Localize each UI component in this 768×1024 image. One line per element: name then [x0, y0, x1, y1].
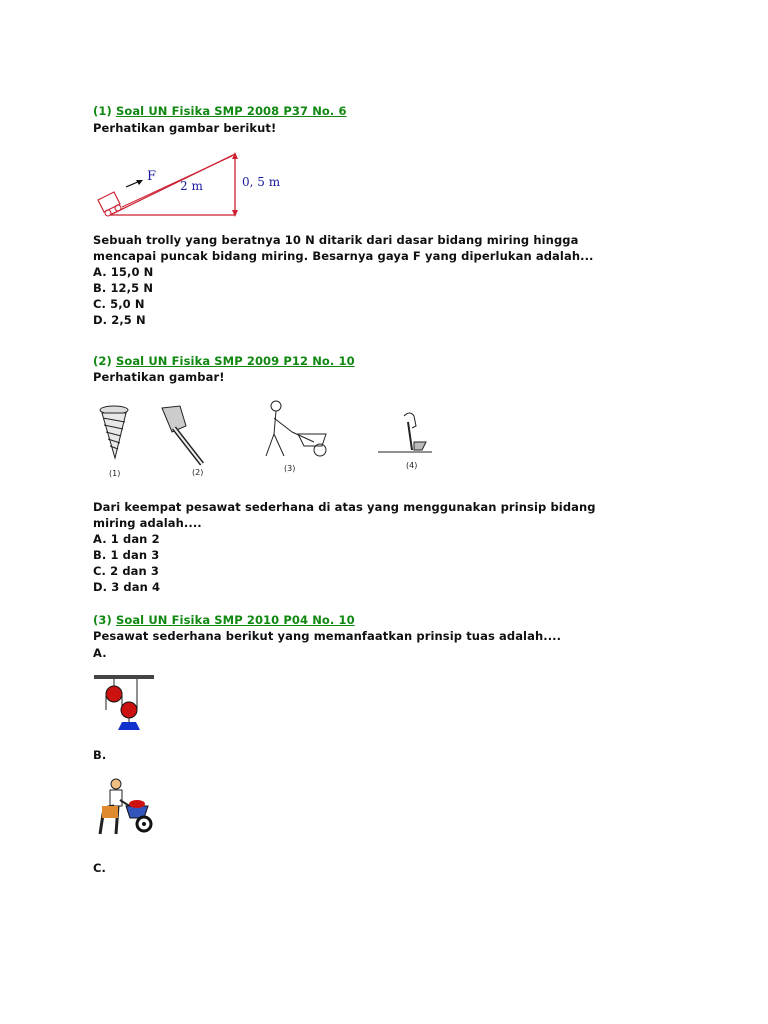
- pulley-figure: [92, 674, 156, 732]
- figure-label-4: (4): [406, 461, 418, 470]
- load-block: [118, 722, 140, 730]
- q2-option-c: C. 2 dan 3: [93, 564, 160, 578]
- q2-body-line-2: miring adalah....: [93, 516, 202, 530]
- pulley-ceiling: [94, 675, 154, 679]
- q1-body-line-2: mencapai puncak bidang miring. Besarnya gaya F yang diperlukan adalah...: [93, 249, 594, 263]
- q2-prompt: Perhatikan gambar!: [93, 370, 225, 384]
- wheelbarrow-person-icon: [266, 401, 326, 456]
- q1-heading: [93, 104, 347, 118]
- q1-option-d: D. 2,5 N: [93, 313, 146, 327]
- q1-source-link[interactable]: Soal UN Fisika SMP 2008 P37 No. 6: [115, 104, 347, 118]
- pulley-icon: [106, 679, 140, 730]
- figure-label-3: (3): [284, 464, 296, 473]
- q2-option-d: D. 3 dan 4: [93, 580, 161, 594]
- q3-heading: [93, 613, 355, 627]
- q1-number: (1): [93, 104, 112, 118]
- height-label: 0, 5 m: [242, 175, 281, 189]
- q1-option-b: B. 12,5 N: [93, 281, 154, 295]
- q2-body-line-1: Dari keempat pesawat sederhana di atas yang menggunakan prinsip bidang: [93, 500, 596, 514]
- q3-prompt: Pesawat sederhana berikut yang memanfaatkan prinsip tuas adalah....: [93, 629, 562, 643]
- incline-figure: [92, 150, 282, 220]
- axe-icon: [162, 406, 202, 464]
- q1-body-line-1: Sebuah trolly yang beratnya 10 N ditarik dari dasar bidang miring hingga: [93, 233, 579, 247]
- figure-label-1: (1): [109, 469, 121, 478]
- q3-number: (3): [93, 613, 112, 627]
- q3-source-link[interactable]: Soal UN Fisika SMP 2010 P04 No. 10: [115, 613, 355, 627]
- simple-machines-figure: [92, 398, 442, 480]
- q3-option-a: A.: [93, 646, 107, 660]
- q3-option-c: C.: [93, 861, 107, 875]
- q2-source-link[interactable]: Soal UN Fisika SMP 2009 P12 No. 10: [115, 354, 355, 368]
- figure-label-2: (2): [192, 468, 204, 477]
- person-wheelbarrow-icon: [100, 779, 151, 834]
- hammer-icon: [378, 413, 432, 452]
- length-label: 2 m: [180, 179, 203, 193]
- screw-icon: [100, 406, 128, 458]
- wheelbarrow-figure: [92, 776, 154, 840]
- q1-option-a: A. 15,0 N: [93, 265, 154, 279]
- force-label: F: [147, 169, 157, 184]
- trolley-icon: [98, 192, 121, 216]
- q1-option-c: C. 5,0 N: [93, 297, 145, 311]
- q2-option-a: A. 1 dan 2: [93, 532, 160, 546]
- q3-option-b: B.: [93, 748, 107, 762]
- q2-heading: [93, 354, 355, 368]
- q2-option-b: B. 1 dan 3: [93, 548, 160, 562]
- q1-prompt: Perhatikan gambar berikut!: [93, 121, 277, 135]
- q2-number: (2): [93, 354, 112, 368]
